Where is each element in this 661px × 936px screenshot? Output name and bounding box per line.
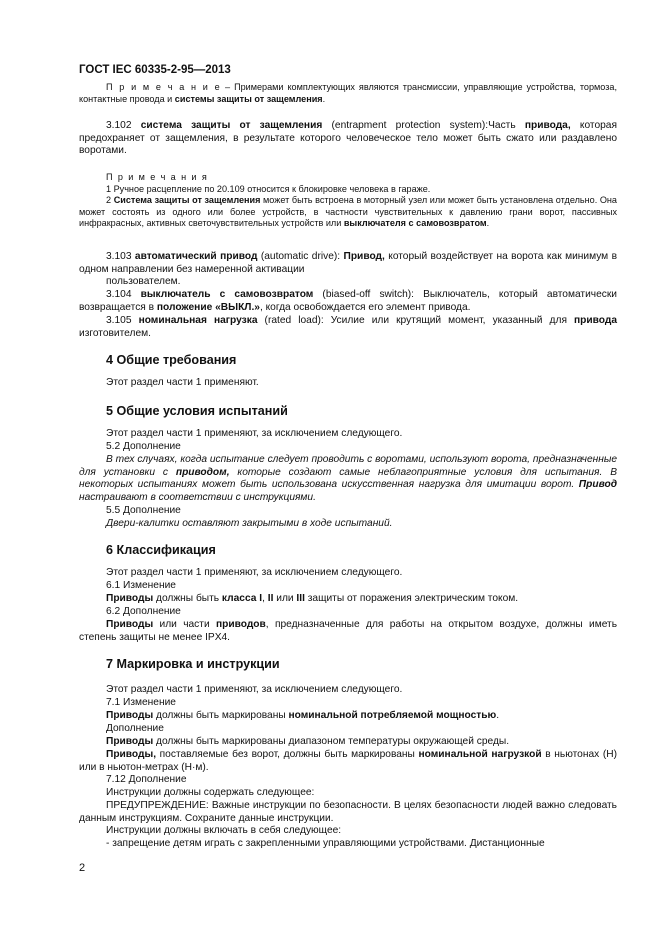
definition-3-105: 3.105 номинальная нагрузка (rated load): Усилие или крутящий момент, указанный для привода изготовителем. [79, 315, 618, 339]
section-5-title: 5 Общие условия испытаний [106, 404, 288, 418]
section-5-text: Этот раздел части 1 применяют, за исключением следующего. [106, 428, 403, 439]
clause-5-2-heading: 5.2 Дополнение [106, 441, 181, 452]
definition-3-103-cont: пользователем. [106, 276, 181, 287]
clause-7-1-addition-heading: Дополнение [106, 723, 164, 734]
clause-5-2-text: В тех случаях, когда испытание следует проводить с воротами, используют ворота, предназначенные для установки с приводом, которые создают самые неблагоприятные условия для испытания. В некоторых испытаниях может быть использована искусственная нагрузка для имитации ворот. Привод настраивают в соответствии с инструкциями. [79, 454, 617, 503]
notes-label: П р и м е ч а н и я [106, 172, 209, 182]
definition-3-103: 3.103 автоматический привод (automatic drive): Привод, который воздействует на ворота как минимум в одном направлении без намеренной активации [79, 251, 618, 275]
note-2: 2 Система защиты от защемления может быть встроена в моторный узел или может быть установлена отдельно. Она может состоять из одного или более устройств, в частности чувствительных к давлению грани ворот, пассивных инфракрасных, активных светочувствительных устройств или выключателя с самовозвратом. [79, 195, 617, 229]
clause-7-12-text-3: - запрещение детям играть с закрепленными управляющими устройствами. Дистанционные [106, 838, 545, 849]
definition-3-102: 3.102 система защиты от защемления (entrapment protection system):Часть привода, которая предохраняет от защемления, в результате которого человеческое тело может быть сжато или раздавлено воротами. [79, 120, 617, 157]
section-6-title: 6 Классификация [106, 543, 216, 557]
note-label: П р и м е ч а н и е [106, 82, 222, 92]
clause-7-12-warning: ПРЕДУПРЕЖДЕНИЕ: Важные инструкции по безопасности. В целях безопасности людей важно следовать данным инструкциям. Сохраните данные инструкции. [79, 800, 617, 824]
section-4-text: Этот раздел части 1 применяют. [106, 377, 259, 388]
page-number: 2 [79, 862, 86, 874]
clause-7-1-text: Приводы должны быть маркированы номинальной потребляемой мощностью. [106, 710, 500, 721]
section-7-title: 7 Маркировка и инструкции [106, 657, 280, 671]
clause-5-5-heading: 5.5 Дополнение [106, 505, 181, 516]
clause-7-12-text-1: Инструкции должны содержать следующее: [106, 787, 315, 798]
clause-5-5-text: Двери-калитки оставляют закрытыми в ходе испытаний. [106, 518, 393, 529]
clause-6-1-text: Приводы должны быть класса I, II или III защиты от поражения электрическим током. [106, 593, 519, 604]
note-top: П р и м е ч а н и е – Примерами комплектующих являются трансмиссии, управляющие устройства, тормоза, контактные провода и системы защиты от защемления. [79, 82, 617, 104]
clause-7-1-heading: 7.1 Изменение [106, 697, 176, 708]
section-4-title: 4 Общие требования [106, 353, 237, 367]
clause-6-2-heading: 6.2 Дополнение [106, 606, 181, 617]
clause-6-1-heading: 6.1 Изменение [106, 580, 176, 591]
clause-6-2-text: Приводы или части приводов, предназначенные для работы на открытом воздухе, должны иметь степень защиты не менее IPX4. [79, 619, 618, 643]
standard-header: ГОСТ IEC 60335-2-95—2013 [79, 64, 231, 76]
clause-7-12-text-2: Инструкции должны включать в себя следующее: [106, 825, 342, 836]
clause-7-12-heading: 7.12 Дополнение [106, 774, 187, 785]
clause-7-1-addition-text-1: Приводы должны быть маркированы диапазоном температуры окружающей среды. [106, 736, 510, 747]
section-6-text: Этот раздел части 1 применяют, за исключением следующего. [106, 567, 403, 578]
section-7-text: Этот раздел части 1 применяют, за исключением следующего. [106, 684, 403, 695]
note-1: 1 Ручное расцепление по 20.109 относится к блокировке человека в гараже. [106, 184, 431, 194]
clause-7-1-addition-text-2: Приводы, поставляемые без ворот, должны быть маркированы номинальной нагрузкой в ньютонах (Н) или в ньютон-метрах (Н·м). [79, 749, 618, 773]
definition-3-104: 3.104 выключатель с самовозвратом (biased-off switch): Выключатель, который автоматически возвращается в положение «ВЫКЛ.», когда освобождается его элемент привода. [79, 289, 617, 313]
